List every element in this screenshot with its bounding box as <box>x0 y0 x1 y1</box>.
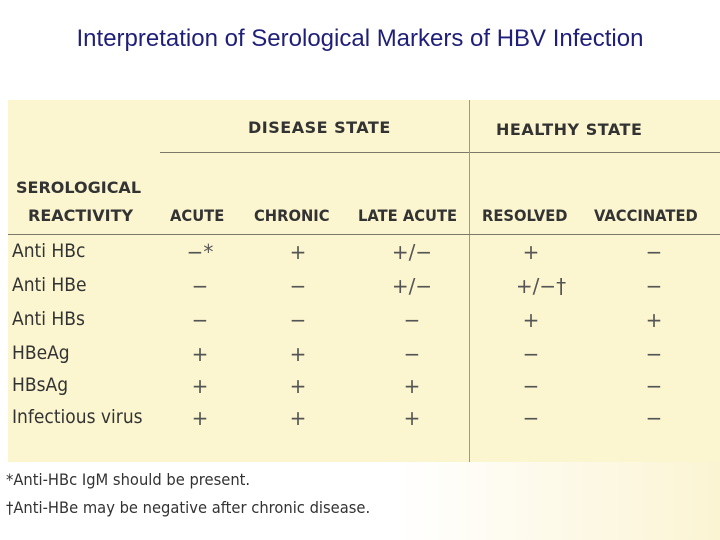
healthy-state-header: HEALTHY STATE <box>496 120 643 139</box>
col-header-late-acute: LATE ACUTE <box>358 206 458 225</box>
col-header-acute: ACUTE <box>170 206 225 225</box>
row-label-hbeag: HBeAg <box>12 342 70 364</box>
cell-anti-hbc-resolved: + <box>522 240 540 264</box>
cell-hbsag-acute: + <box>191 374 209 398</box>
footnotes <box>0 462 720 540</box>
cell-hbsag-late-acute: + <box>403 374 421 398</box>
cell-anti-hbs-late-acute: − <box>403 308 421 332</box>
cell-anti-hbc-late-acute: +/− <box>391 240 433 264</box>
cell-infectious-virus-vaccinated: − <box>645 406 663 430</box>
slide-title: Interpretation of Serological Markers of HBV Infection <box>76 25 644 52</box>
col-header-vaccinated: VACCINATED <box>594 206 698 225</box>
cell-anti-hbe-late-acute: +/− <box>391 274 433 298</box>
cell-infectious-virus-chronic: + <box>289 406 307 430</box>
cell-anti-hbs-acute: − <box>191 308 209 332</box>
header-divider <box>8 234 720 235</box>
footnote-1: *Anti-HBc IgM should be present. <box>6 470 251 489</box>
row-header-line1: SEROLOGICAL <box>16 178 142 197</box>
cell-hbsag-chronic: + <box>289 374 307 398</box>
col-header-chronic: CHRONIC <box>254 206 330 225</box>
cell-hbsag-resolved: − <box>522 374 540 398</box>
cell-hbeag-late-acute: − <box>403 342 421 366</box>
cell-hbeag-resolved: − <box>522 342 540 366</box>
cell-anti-hbs-vaccinated: + <box>645 308 663 332</box>
disease-state-header: DISEASE STATE <box>248 118 391 137</box>
cell-anti-hbe-vaccinated: − <box>645 274 663 298</box>
cell-anti-hbc-acute: −* <box>186 240 214 264</box>
row-label-anti-hbs: Anti HBs <box>12 308 85 330</box>
group-divider <box>160 152 720 153</box>
row-label-hbsag: HBsAg <box>12 374 69 396</box>
col-header-resolved: RESOLVED <box>482 206 568 225</box>
cell-infectious-virus-late-acute: + <box>403 406 421 430</box>
cell-hbeag-chronic: + <box>289 342 307 366</box>
marker-table <box>8 100 720 462</box>
cell-infectious-virus-resolved: − <box>522 406 540 430</box>
cell-hbeag-vaccinated: − <box>645 342 663 366</box>
cell-anti-hbs-chronic: − <box>289 308 307 332</box>
row-header-line2: REACTIVITY <box>28 206 134 225</box>
row-label-anti-hbc: Anti HBc <box>12 240 86 262</box>
row-label-infectious-virus: Infectious virus <box>12 406 143 428</box>
cell-hbeag-acute: + <box>191 342 209 366</box>
cell-anti-hbc-chronic: + <box>289 240 307 264</box>
cell-hbsag-vaccinated: − <box>645 374 663 398</box>
cell-anti-hbe-resolved: +/−† <box>515 274 567 298</box>
cell-anti-hbe-chronic: − <box>289 274 307 298</box>
cell-anti-hbc-vaccinated: − <box>645 240 663 264</box>
footnote-2: †Anti-HBe may be negative after chronic disease. <box>6 498 371 517</box>
row-label-anti-hbe: Anti HBe <box>12 274 87 296</box>
cell-anti-hbe-acute: − <box>191 274 209 298</box>
state-divider <box>469 100 470 462</box>
cell-infectious-virus-acute: + <box>191 406 209 430</box>
cell-anti-hbs-resolved: + <box>522 308 540 332</box>
